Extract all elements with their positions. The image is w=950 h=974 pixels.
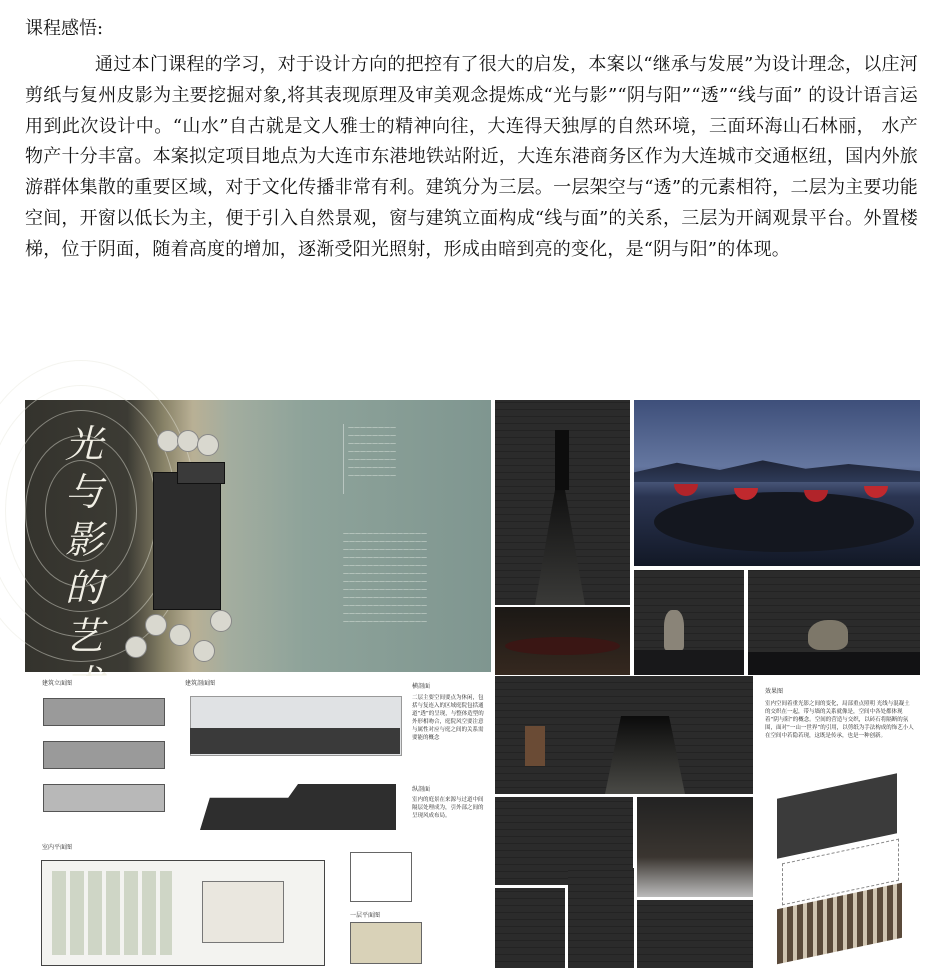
poster-info-block: ———————— ———————— ———————— ———————— ———————— ———————— ———————— [343, 424, 438, 494]
caption-plan-ground: 一层平面图 [350, 912, 381, 919]
sheet-effect [757, 676, 920, 968]
caption-interior-plan: 室内平面图 [42, 844, 73, 851]
caption-elevation: 建筑立面图 [42, 680, 73, 687]
tree-icon [193, 640, 215, 662]
tree-icon [169, 624, 191, 646]
caption-effect: 效果图 [765, 688, 784, 695]
render-night-dining [634, 400, 920, 566]
render-passage-1 [495, 888, 565, 968]
sheet-ground-plan [340, 840, 492, 968]
render-hall [495, 676, 753, 794]
poster-title: 光与影的艺 [65, 422, 104, 658]
section-note-text: 二层主要空间要点为休闲，包括与复连入的区域庭院包括通道“透”的呈现，与整体造型的外形相吻合，庭院风空要注意与属性对应与庭之间的关系需要能的概念 [412, 695, 484, 741]
tree-icon [157, 430, 179, 452]
tree-icon [145, 614, 167, 636]
render-passage-3 [637, 900, 753, 968]
render-dining-table [495, 607, 630, 675]
building-plan [153, 472, 221, 610]
render-stone-lounge [748, 570, 920, 675]
tree-icon [210, 610, 232, 632]
floor-plan [41, 860, 325, 966]
tree-icon [177, 430, 199, 452]
body-paragraph: 通过本门课程的学习，对于设计方向的把控有了很大的启发，本案以“继承与发展”为设计理念，以庄河剪纸与复州皮影为主要挖掘对象,将其表现原理及审美观念提炼成“光与影”“阴与阳”“透”“线与面” 的设计语言运用到此次设计中。“山水”自古就是文人雅士的精神向往，大连得天独厚的自然环境，三面环海山石林丽， 水产物产十分丰富。本案拟定项目地点为大连市东港地铁站附近，大连东港商务区作为大连城市交通枢纽，国内外旅游群体集散的重要区域，对于文化传播非常有利。建筑分为三层。一层架空与“透”的元素相符，二层为主要功能空间，开窗以低长为主，便于引入自然景观，窗与建筑立面构成“线与面”的关系，三层为开阔观景平台。外置楼梯，位于阴面，随着高度的增加，逐渐受阳光照射，形成由暗到亮的变化，是“阴与阳”的体现。 [25, 54, 918, 260]
render-dining-room [637, 797, 753, 897]
caption-long-section: 纵剖面 [412, 786, 431, 793]
heading: 课程感悟: [25, 18, 104, 39]
render-passage-2 [568, 868, 634, 968]
poster-panel [25, 400, 491, 672]
sheet-section [180, 676, 408, 838]
caption-section: 建筑剖面图 [185, 680, 216, 687]
sheet-interior-plan [25, 840, 330, 968]
sheet-section-notes [410, 676, 492, 838]
caption-section-note: 横剖面 [412, 683, 431, 690]
long-section-text: 室内的庭景在来源与过道中间隔层处理成为，引外部之间的呈现风成布局。 [412, 797, 484, 819]
render-corridor [495, 400, 630, 605]
tree-icon [125, 636, 147, 658]
effect-text: 室内空间着重光影之间的变化，局部重点照明 光线与混凝土的交织在一起，带与墙的关系就像是，空间中各处都体现着“阴与阳”的概念。空间的营造与交织，以砖石将隔断的氛围，面对“一山一世界”的引用，以剪纸为手法构成的饰艺小人在空间中若隐若现，这既是传承，也是一种创新。 [765, 701, 914, 739]
poster-text-block: —————————————— —————————————— —————————————— —————————————— —————————————— —————————————— —————————————— —————————————— —————————————— —————————————— —————————————— —————————————— [343, 530, 427, 625]
sheet-elevation [25, 676, 177, 838]
render-stone-sculpture [634, 570, 744, 675]
tree-icon [197, 434, 219, 456]
